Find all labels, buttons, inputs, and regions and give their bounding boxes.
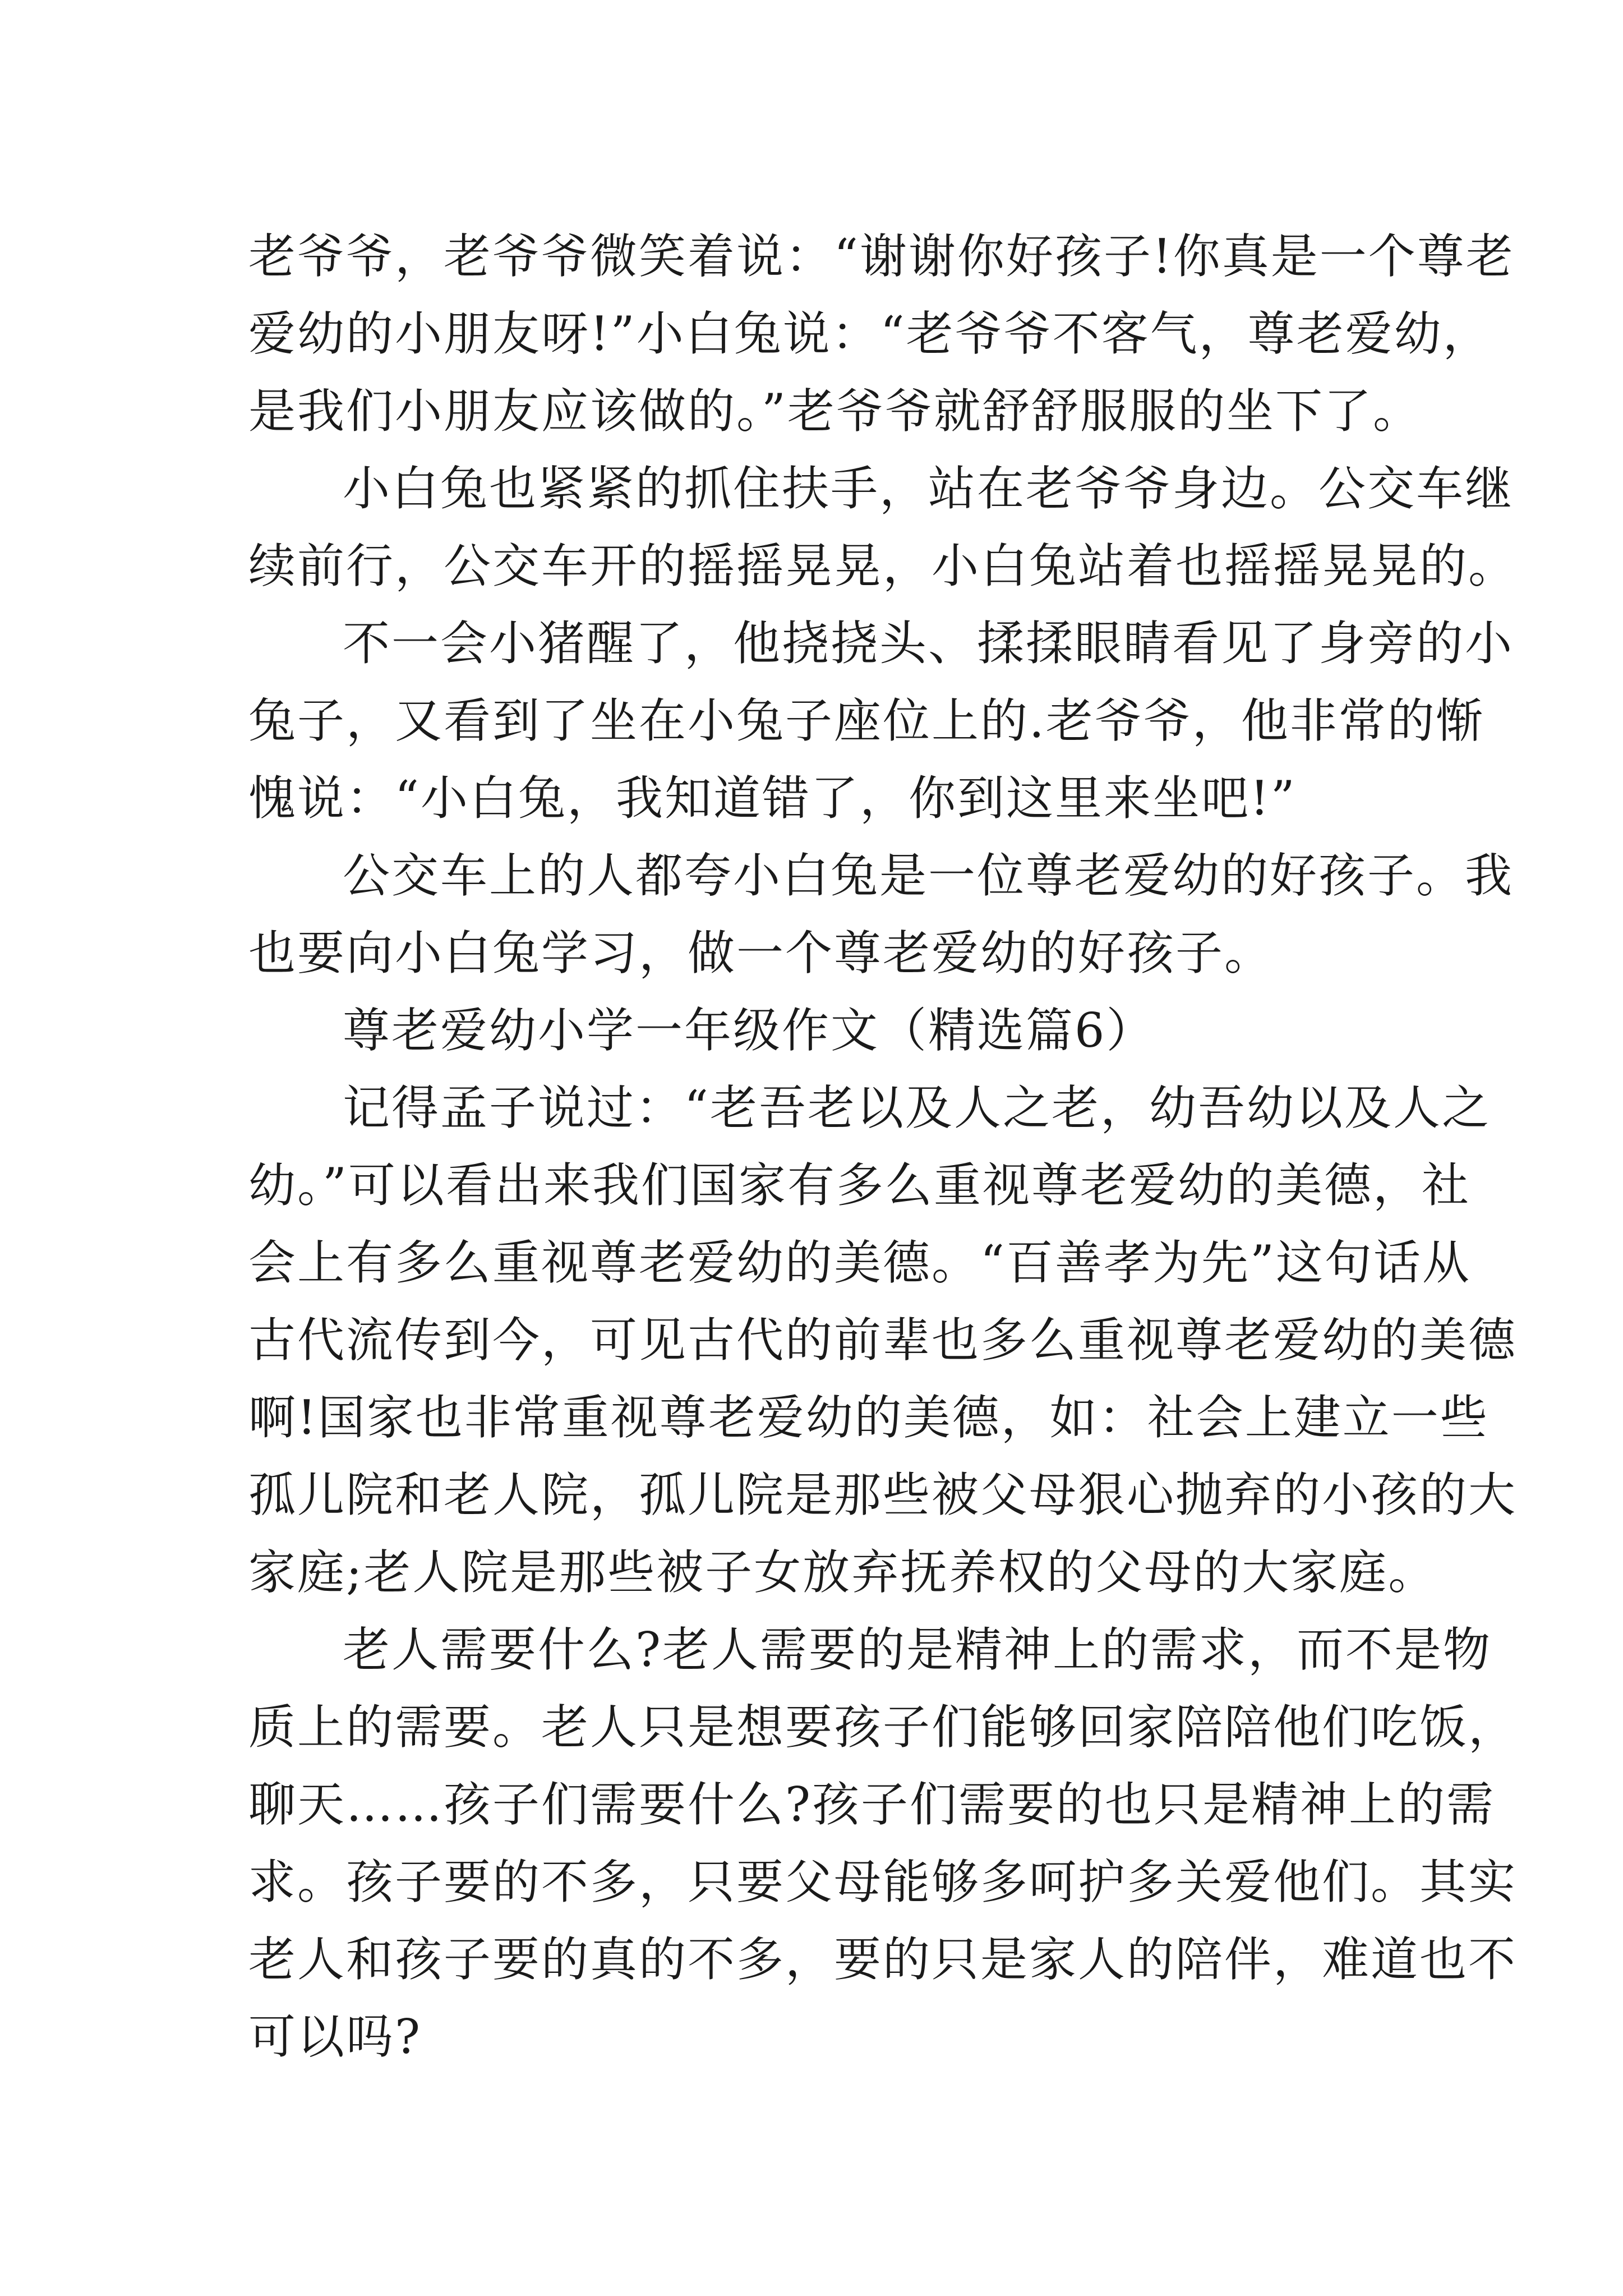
- paragraph-line: 记得孟子说过：“老吾老以及人之老，幼吾幼以及人之: [343, 1080, 1491, 1135]
- paragraph-line: 老人和孩子要的真的不多，要的只是家人的陪伴，难道也不: [248, 1932, 1518, 1987]
- paragraph-line: 孤儿院和老人院，孤儿院是那些被父母狠心抛弃的小孩的大: [248, 1467, 1518, 1522]
- paragraph-line: 家庭;老人院是那些被子女放弃抚养权的父母的大家庭。: [248, 1545, 1437, 1600]
- paragraph-line: 愧说：“小白兔，我知道错了，你到这里来坐吧!”: [248, 771, 1297, 826]
- paragraph-line: 聊天……孩子们需要什么?孩子们需要的也只是精神上的需: [248, 1777, 1496, 1832]
- paragraph-line: 古代流传到今，可见古代的前辈也多么重视尊老爱幼的美德: [248, 1313, 1518, 1368]
- paragraph-line: 会上有多么重视尊老爱幼的美德。“百善孝为先”这句话从: [248, 1235, 1471, 1290]
- paragraph-line: 爱幼的小朋友呀!”小白兔说：“老爷爷不客气，尊老爱幼，: [248, 306, 1492, 361]
- paragraph-line: 兔子，又看到了坐在小兔子座位上的.老爷爷，他非常的惭: [248, 693, 1485, 748]
- paragraph-line: 续前行，公交车开的摇摇晃晃，小白兔站着也摇摇晃晃的。: [248, 539, 1518, 593]
- paragraph-line: 老人需要什么?老人需要的是精神上的需求，而不是物: [343, 1622, 1492, 1677]
- section-heading: 尊老爱幼小学一年级作文（精选篇6）: [343, 1003, 1155, 1058]
- paragraph-line: 可以吗?: [248, 2009, 422, 2064]
- paragraph-line: 小白兔也紧紧的抓住扶手，站在老爷爷身边。公交车继: [343, 461, 1514, 516]
- paragraph-line: 公交车上的人都夸小白兔是一位尊老爱幼的好孩子。我: [343, 848, 1514, 903]
- paragraph-line: 质上的需要。老人只是想要孩子们能够回家陪陪他们吃饭，: [248, 1700, 1518, 1755]
- paragraph-line: 不一会小猪醒了，他挠挠头、揉揉眼睛看见了身旁的小: [343, 616, 1514, 671]
- paragraph-line: 是我们小朋友应该做的。”老爷爷就舒舒服服的坐下了。: [248, 384, 1422, 439]
- paragraph-line: 老爷爷，老爷爷微笑着说：“谢谢你好孩子!你真是一个尊老: [248, 229, 1515, 284]
- paragraph-line: 求。孩子要的不多，只要父母能够多呵护多关爱他们。其实: [248, 1855, 1518, 1910]
- paragraph-line: 也要向小白兔学习，做一个尊老爱幼的好孩子。: [248, 926, 1274, 981]
- paragraph-line: 啊!国家也非常重视尊老爱幼的美德，如：社会上建立一些: [248, 1390, 1489, 1445]
- paragraph-line: 幼。”可以看出来我们国家有多么重视尊老爱幼的美德，社: [248, 1158, 1470, 1213]
